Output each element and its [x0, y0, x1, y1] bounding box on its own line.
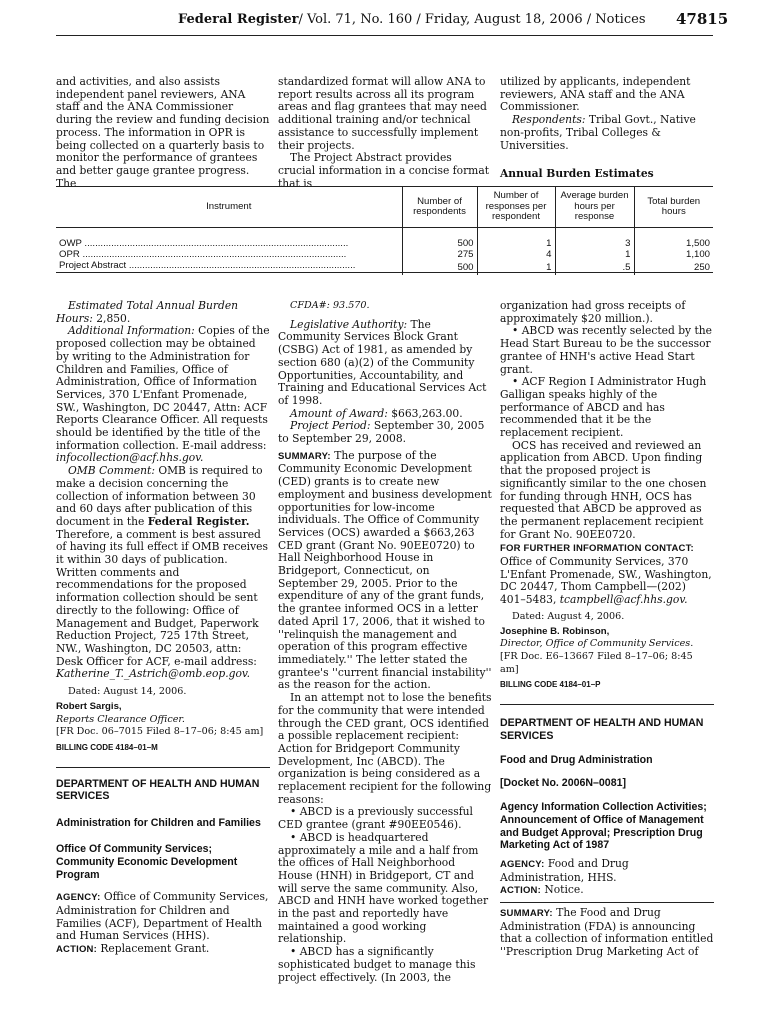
- contact-label: FOR FURTHER INFORMATION CONTACT:: [500, 543, 694, 555]
- table-title: Annual Burden Estimates: [500, 167, 654, 180]
- program-heading: Office Of Community Services; Community Economic Development Program: [56, 843, 238, 881]
- top-col2-paragraph-a: standardized format will allow ANA to report results across all its program areas and flag grantees that may need additional training and/or technical assistance to successfully implement their projects.: [278, 75, 487, 152]
- middle-column: [278, 300, 492, 984]
- right-column: [500, 300, 714, 959]
- table-cell: .5: [555, 260, 634, 274]
- signer-title: Director, Office of Community Services.: [500, 638, 694, 650]
- agency-paragraph: AGENCY: Food and Drug Administration, HHS.: [500, 856, 629, 884]
- table-header-cell: Number of respondents: [402, 187, 477, 228]
- email-link[interactable]: Katherine_T._Astrich@omb.eop.gov.: [56, 667, 251, 681]
- notice-title: Agency Information Collection Activities; Announcement of Office of Management and Budget Approval; Prescription Drug Marketing Act of 1987: [500, 801, 707, 852]
- additional-information-paragraph: Additional Information: Copies of the proposed collection may be obtained by writing to the Administration for Children and Families, Office of Administration, Office of Information Services, 370 L'Enfant Promenade, SW., Washington, DC 20447, Attn: ACF Reports Clearance Officer. All requests should be identified by the title of the information collection. E-mail address: infocollection@acf.hhs.gov.: [56, 324, 270, 465]
- burden-hours-paragraph: Estimated Total Annual Burden Hours: 2,850.: [56, 299, 239, 325]
- action-paragraph: ACTION: Notice.: [500, 883, 584, 897]
- top-column-2: [278, 76, 492, 190]
- table-cell-instrument: OPR ...................................................................................................: [59, 249, 347, 261]
- agency-paragraph: AGENCY: Office of Community Services, Administration for Children and Families (ACF), Department of Health and Human Services (HHS).: [56, 890, 269, 943]
- billing-code: BILLING CODE 4184–01–M: [56, 742, 158, 752]
- table-cell: 1,100: [634, 249, 713, 260]
- table-cell: 1: [555, 249, 634, 260]
- table-cell: 3: [555, 228, 634, 250]
- amount-paragraph: Amount of Award: $663,263.00.: [290, 406, 463, 420]
- continued-text: organization had gross receipts of approximately $20 million.).: [500, 299, 686, 325]
- page-number: 47815: [676, 10, 729, 28]
- summary-paragraph: SUMMARY: The purpose of the Community Economic Development (CED) grants is to create new employment and business development opportunities for low-income individuals. The Office of Community Services (OCS) awarded a $663,263 CED grant (Grant No. 90EE0720) to Hall Neighborhood House in Bridgeport, Connecticut, on September 29, 2005. Prior to the expenditure of any of the grant funds, the grantee informed OCS in a letter dated April 17, 2006, that it wished to ''relinquish the management and operation of this program effective immediately.'' The letter stated the grantee's ''current financial instability'' as the reason for the action.: [278, 448, 492, 692]
- dated-line: Dated: August 4, 2006.: [512, 610, 625, 622]
- email-link[interactable]: tcampbell@acf.hhs.gov.: [559, 593, 688, 607]
- header-rule: [56, 35, 713, 36]
- department-heading: DEPARTMENT OF HEALTH AND HUMAN SERVICES: [500, 717, 704, 742]
- ocs-paragraph: OCS has received and reviewed an application from ABCD. Upon finding that the proposed project is significantly similar to the one chosen for funding through HNH, OCS has requested that ABCD be approved as the permanent replacement recipient for Grant No. 90EE0720.: [500, 438, 707, 541]
- top-col3-paragraph-a: utilized by applicants, independent reviewers, ANA staff and the ANA Commissioner.: [500, 75, 691, 114]
- respondents-text: Tribal Govt., Native non-profits, Tribal Colleges & Universities.: [500, 113, 696, 152]
- table-header-row: [56, 187, 713, 228]
- table-cell: 500: [402, 228, 477, 250]
- department-heading: DEPARTMENT OF HEALTH AND HUMAN SERVICES: [56, 777, 260, 803]
- top-column-1: [56, 76, 270, 190]
- table-header-cell: Average burden hours per response: [555, 187, 634, 228]
- bullet-item: • ABCD is headquartered approximately a mile and a half from the offices of Hall Neighborhood House (HNH) in Bridgeport, CT and will serve the same community. Also, ABCD and HNH have worked together in the past and reportedly have maintained a good working relationship.: [278, 830, 489, 946]
- top-col2-paragraph-b: The Project Abstract provides crucial information in a concise format that is: [278, 151, 489, 190]
- table-cell: 500: [402, 260, 477, 274]
- legislative-authority-paragraph: Legislative Authority: The Community Services Block Grant (CSBG) Act of 1981, as amended by section 680 (a)(2) of the Community Opportunities, Accountability, and Training and Educational Services Act of 1998.: [278, 317, 487, 407]
- respondents-label: Respondents:: [512, 113, 586, 127]
- table-row: [56, 249, 713, 260]
- signer-name: Josephine B. Robinson,: [500, 625, 610, 637]
- bullet-item: • ACF Region I Administrator Hugh Galligan speaks highly of the performance of ABCD and has recommended that it be the replacement recipient.: [500, 375, 707, 440]
- table-cell: 1: [477, 228, 555, 250]
- table-cell-instrument: OWP ...................................................................................................: [59, 238, 349, 249]
- table-row: [56, 228, 713, 250]
- cfda-line: CFDA#: 93.570.: [290, 300, 370, 311]
- section-rule: [500, 704, 714, 705]
- project-period-paragraph: Project Period: September 30, 2005 to September 29, 2008.: [278, 419, 485, 446]
- table-cell: 1: [477, 260, 555, 274]
- header-line: [178, 12, 646, 27]
- agency-heading: Food and Drug Administration: [500, 754, 653, 767]
- section-rule: [56, 767, 270, 768]
- signer-title: Reports Clearance Officer.: [56, 713, 185, 725]
- dated-line: Dated: August 14, 2006.: [68, 686, 187, 698]
- attempt-paragraph: In an attempt not to lose the benefits for the community that were intended through the CED grant, OCS identified a possible replacement recipient: Action for Bridgeport Community Development, Inc (ABCD). The organization is being considered as a replacement recipient for the following reasons:: [278, 691, 492, 806]
- page-header: [0, 0, 768, 40]
- table-cell: 275: [402, 249, 477, 260]
- left-column: [56, 300, 270, 957]
- top-col1-text: and activities, and also assists independent panel reviewers, ANA staff and the ANA Commissioner during the review and funding decision process. The information in OPR is being collected on a quarterly basis to monitor the performance of grantees and better gauge grantee progress. The: [56, 75, 270, 190]
- fr-doc-line: [FR Doc. 06–7015 Filed 8–17–06; 8:45 am]: [56, 726, 264, 738]
- docket-number: [Docket No. 2006N–0081]: [500, 776, 627, 789]
- table-header-cell: Total burden hours: [634, 187, 713, 228]
- table-bottom-rule: [56, 272, 713, 273]
- table-header-cell: Number of responses per respondent: [477, 187, 555, 228]
- contact-paragraph: Office of Community Services, 370 L'Enfant Promenade, SW., Washington, DC 20447, Thom Campbell—(202) 401–5483, tcampbell@acf.hhs.gov.: [500, 555, 712, 607]
- action-paragraph: ACTION: Replacement Grant.: [56, 941, 210, 955]
- bullet-item: • ABCD is a previously successful CED grantee (grant #90EE0546).: [278, 805, 473, 832]
- respondents-paragraph: [500, 114, 714, 152]
- omb-comment-paragraph: OMB Comment: OMB is required to make a decision concerning the collection of information between 30 and 60 days after publication of this document in the Federal Register. Therefore, a comment is best assured of having its full effect if OMB receives it within 30 days of publication. Written comments and recommendations for the proposed information collection should be sent directly to the following: Office of Management and Budget, Paperwork Reduction Project, 725 17th Street, NW., Washington, DC 20503, attn: Desk Officer for ACF, e-mail address: Katherine_T._Astrich@omb.eop.gov.: [56, 464, 268, 681]
- summary-paragraph: SUMMARY: The Food and Drug Administration (FDA) is announcing that a collection of information entitled ''Prescription Drug Marketing Act of: [500, 905, 714, 959]
- email-link[interactable]: infocollection@acf.hhs.gov.: [56, 451, 204, 465]
- issue-details: / Vol. 71, No. 160 / Friday, August 18, 2006 / Notices: [298, 12, 646, 27]
- agency-heading: Administration for Children and Families: [56, 816, 261, 829]
- bullet-item: • ABCD was recently selected by the Head Start Bureau to be the successor grantee of HNH's active Head Start grant.: [500, 324, 712, 376]
- publication-name: Federal Register: [178, 12, 299, 27]
- table-cell: 4: [477, 249, 555, 260]
- signer-name: Robert Sargis,: [56, 700, 122, 712]
- bullet-item: • ABCD has a significantly sophisticated budget to manage this project effectively. (In 2003, the: [278, 945, 476, 984]
- billing-code: BILLING CODE 4184–01–P: [500, 680, 601, 690]
- section-rule: [500, 902, 714, 903]
- table-cell: 250: [634, 260, 713, 274]
- table-header-cell: Instrument: [56, 187, 402, 228]
- burden-table: [56, 187, 713, 275]
- fr-doc-line: [FR Doc. E6–13667 Filed 8–17–06; 8:45 am]: [500, 650, 693, 675]
- table-cell: 1,500: [634, 228, 713, 250]
- top-column-3: [500, 76, 714, 152]
- table-cell-instrument: Project Abstract .....................................................................................: [59, 260, 356, 272]
